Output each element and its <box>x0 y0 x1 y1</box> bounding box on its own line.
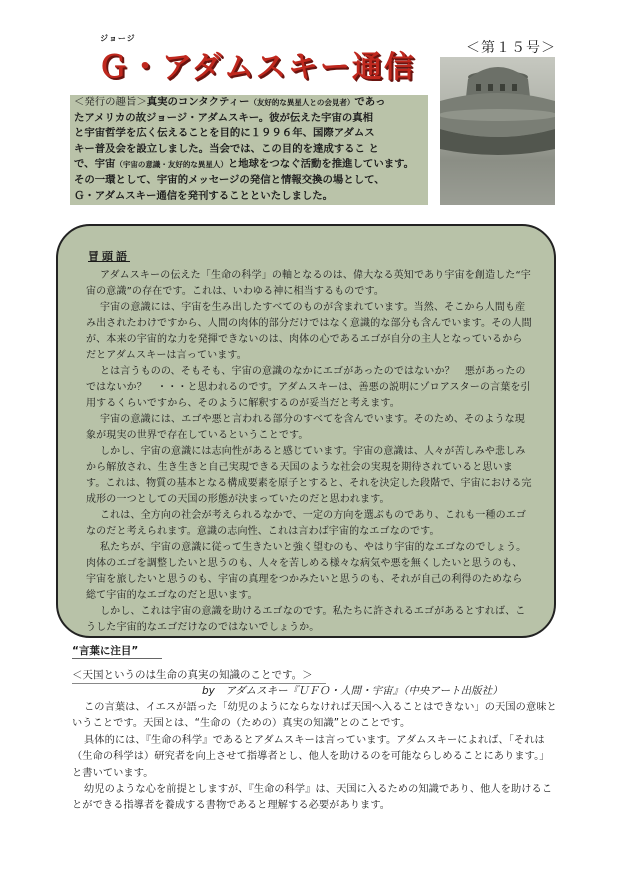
foreword-paragraph: 宇宙の意識には、宇宙を生み出したすべてのものが含まれています。当然、そこから人間も産み出されたわけですから、人間の肉体的部分だけではなく意識的な部分も含んでいます。その人間が、本来の宇宙的な力を発揮できないのは、肉体の心であるエゴが自分の主人となっているからだとアダムスキーは言っています。 <box>86 302 532 361</box>
title-ruby: ジョージ <box>100 34 136 43</box>
body-paragraph: 具体的には、『生命の科学』であるとアダムスキーは言っています。アダムスキーによれば、「それは（生命の科学は）研究者を向上させて指導者とし、他人を助けるのを可能ならしめることにあります。」と書いています。 <box>72 734 550 779</box>
page-title: Ｇ・アダムスキー通信 <box>98 50 416 85</box>
foreword-paragraph: 私たちが、宇宙の意識に従って生きたいと強く望むのも、やはり宇宙的なエゴなのでしょう。肉体のエゴを調整したいと思うのも、人々を苦しめる様々な病気や悪を無くしたいと思うのも、宇宙を旅したいと思うのも、宇宙の真理をつかみたいと思うのも、それが自己の利得のためなら総て宇宙的なエゴなのだと思います。 <box>86 542 527 601</box>
intro-line: たアメリカの故ジョージ・アダムスキー。彼が伝えた宇宙の真相 <box>74 111 374 124</box>
intro-line: で、宇宙 <box>74 158 116 171</box>
intro-line: であっ <box>354 96 386 108</box>
foreword-panel <box>56 224 556 638</box>
foreword-paragraph: 宇宙の意識には、エゴや悪と言われる部分のすべてを含んでいます。そのため、そのような現象が現実の世界で存在しているということです。 <box>86 414 525 441</box>
intro-note: （友好的な異星人との会見者） <box>249 98 355 107</box>
intro-tag: ＜発行の趣旨＞ <box>74 96 147 108</box>
intro-line: Ｇ・アダムスキー通信を発刊することといたしました。 <box>74 189 334 202</box>
ufo-photo <box>440 57 555 205</box>
foreword-paragraph: しかし、これは宇宙の意識を助けるエゴなのです。私たちに許されるエゴがあるとすれば、こうした宇宙的なエゴだけなのではないでしょうか。 <box>86 606 526 633</box>
featured-quote: ＜天国というのは生命の真実の知識のことです。＞ <box>72 669 313 681</box>
body-paragraph: この言葉は、イエスが語った「幼児のようにならなければ天国へ入ることはできない」の天国の意味ということです。天国とは、“生命の（ための）真実の知識”とのことです。 <box>72 702 557 730</box>
intro-note: （宇宙の意識・友好的な異星人） <box>115 160 228 170</box>
quote-source: by アダムスキー『ＵＦＯ・人間・宇宙』（中央アート出版社） <box>202 685 503 697</box>
foreword-paragraph: アダムスキーの伝えた「生命の科学」の軸となるのは、偉大なる英知であり宇宙を創造した“宇宙の意識”の存在です。これは、いわゆる神に相当するものです。 <box>86 270 531 297</box>
intro-line: キー普及会を設立しました。当会では、この目的を達成するこ と <box>74 142 379 155</box>
foreword-title: 冒頭語 <box>88 250 130 263</box>
intro-line: と宇宙哲学を広く伝えることを目的に１９９６年、国際アダムス <box>74 127 375 140</box>
foreword-paragraph: とは言うものの、そもそも、宇宙の意識のなかにエゴがあったのではないか？ 悪があったのではないか？ ・・・と思われるのです。アダムスキーは、善悪の説明にゾロアスターの言葉を引用するくらいですから、そのように解釈するのが妥当だと考えます。 <box>86 366 531 409</box>
intro-line: 真実のコンタクティー <box>146 96 250 108</box>
intro-line: その一環として、宇宙的メッセージの発信と情報交換の場として、 <box>74 173 385 186</box>
body-paragraph: 幼児のような心を前提としますが、『生命の科学』は、天国に入るための知識であり、他人を助けることができる指導者を養成する書物であると理解する必要があります。 <box>72 784 553 812</box>
intro-line: と地球をつなぐ活動を推進しています。 <box>227 158 415 171</box>
intro-box <box>70 95 428 205</box>
attention-heading: “言葉に注目” <box>72 645 139 657</box>
issue-number: ＜第１５号＞ <box>466 40 556 56</box>
foreword-paragraph: これは、全方向の社会が考えられるなかで、一定の方向を選ぶものであり、これも一種のエゴなのだと考えられます。意識の志向性、これは言わば宇宙的なエゴなのです。 <box>86 510 527 537</box>
attention-body <box>72 700 558 815</box>
heading-underline <box>72 658 162 659</box>
foreword-paragraph: しかし、宇宙の意識には志向性があると感じています。宇宙の意識は、人々が苦しみや悲しみから解放され、生き生きと自己実現できる天国のような社会の実現を期待されていると思います。これは、物質の基本となる構成要素を原子とすると、それを決定した段階で、宇宙における完成形の一つとしての天国の形態が決まっていたのだと思われます。 <box>86 446 532 505</box>
